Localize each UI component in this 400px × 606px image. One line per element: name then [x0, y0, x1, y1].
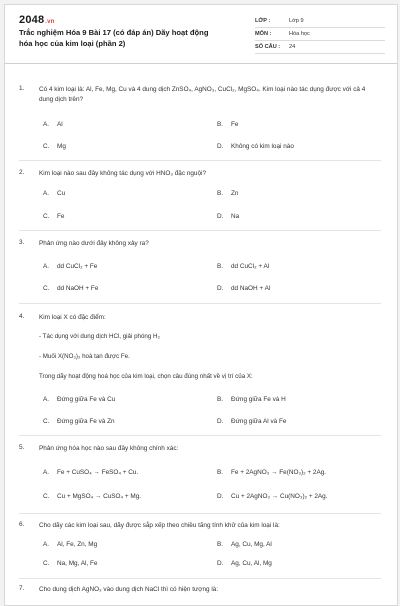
option[interactable] [217, 541, 272, 548]
option-text: Fe + CuSO₄ → FeSO₄ + Cu. [57, 469, 139, 476]
option-text: Đứng giữa Fe và Cu [57, 396, 116, 403]
divider [19, 578, 381, 579]
option-letter: C. [43, 285, 50, 292]
option[interactable] [43, 541, 97, 548]
logo-suffix: .vn [45, 19, 55, 25]
worksheet-header [5, 5, 397, 64]
question-note: Trong dãy hoạt động hoá học của kim loại, chọn câu đúng nhất về vị trí của X: [39, 373, 253, 380]
option-letter: A. [43, 121, 50, 128]
option-letter: A. [43, 190, 50, 197]
option-letter: C. [43, 143, 50, 150]
option-letter: D. [217, 213, 224, 220]
meta-table [255, 15, 385, 54]
option[interactable] [43, 396, 115, 403]
option[interactable] [43, 285, 98, 292]
option-text: Ag, Cu, Al, Mg [231, 560, 272, 567]
question-number: 7. [19, 585, 25, 592]
option[interactable] [43, 469, 138, 476]
option[interactable] [217, 121, 238, 128]
option-letter: D. [217, 560, 224, 567]
option[interactable] [43, 263, 97, 270]
option-letter: A. [43, 541, 50, 548]
option-text: Cu [57, 190, 66, 197]
option-letter: D. [217, 493, 224, 500]
question-stem: Phản ứng hóa học nào sau đây không chính xác: [39, 445, 179, 452]
divider [19, 303, 381, 304]
option-letter: A. [43, 396, 50, 403]
divider [19, 435, 381, 436]
option-text: Cu + 2AgNO₃ → Cu(NO₃)₂ + 2Ag. [231, 493, 328, 500]
option-text: Cu + MgSO₄ → CuSO₄ + Mg. [57, 493, 142, 500]
question-stem: Kim loại nào sau đây không tác dụng với HNO₃ đặc nguội? [39, 170, 207, 177]
question-number: 1. [19, 85, 25, 92]
option-text: Đứng giữa Al và Fe [231, 418, 287, 425]
option-letter: B. [217, 121, 224, 128]
option[interactable] [43, 143, 66, 150]
question-number: 2. [19, 169, 25, 176]
option[interactable] [217, 285, 270, 292]
option-letter: B. [217, 469, 224, 476]
meta-row-class [255, 15, 385, 28]
option[interactable] [217, 418, 286, 425]
option-text: Mg [57, 143, 66, 150]
option-letter: B. [217, 396, 224, 403]
option-letter: B. [217, 541, 224, 548]
option-text: dd NaOH + Al [231, 285, 271, 292]
option-text: Al [57, 121, 63, 128]
option[interactable] [217, 143, 294, 150]
option-letter: C. [43, 418, 50, 425]
meta-value: 24 [289, 44, 296, 50]
option-text: Zn [231, 190, 239, 197]
meta-value: Hóa học [289, 31, 310, 37]
option-letter: D. [217, 143, 224, 150]
meta-row-count [255, 41, 385, 54]
option[interactable] [43, 418, 115, 425]
option-letter: A. [43, 263, 50, 270]
meta-key: SỐ CÂU : [255, 44, 281, 50]
option[interactable] [217, 396, 286, 403]
question-stem: Có 4 kim loại là: Al, Fe, Mg, Cu và 4 dung dịch ZnSO₄, AgNO₃, CuCl₂, MgSO₄. Kim loại nào tác dụng được với cả 4 dung dịch trên? [39, 86, 366, 103]
option[interactable] [43, 190, 65, 197]
option-letter: A. [43, 469, 50, 476]
meta-key: LỚP : [255, 18, 271, 24]
option[interactable] [217, 493, 327, 500]
option-letter: C. [43, 560, 50, 567]
question-number: 6. [19, 521, 25, 528]
worksheet-page [4, 4, 398, 606]
divider [19, 230, 381, 231]
option[interactable] [43, 493, 141, 500]
option-letter: C. [43, 213, 50, 220]
option[interactable] [217, 190, 238, 197]
option-text: dd NaOH + Fe [57, 285, 99, 292]
divider [19, 513, 381, 514]
question-number: 3. [19, 239, 25, 246]
option-letter: D. [217, 285, 224, 292]
divider [19, 160, 381, 161]
question-stem: Cho dung dịch AgNO₃ vào dung dịch NaCl thì có hiện tượng là: [39, 586, 219, 593]
question-note: - Tác dụng với dung dịch HCl, giải phóng H₂ [39, 333, 160, 340]
option-text: Fe [231, 121, 239, 128]
meta-row-subject [255, 28, 385, 41]
option[interactable] [217, 263, 269, 270]
logo-text: 2048 [19, 14, 45, 26]
site-logo[interactable] [19, 14, 55, 26]
question-stem: Kim loại X có đặc điểm: [39, 314, 106, 321]
option-text: Fe [57, 213, 65, 220]
option-text: Al, Fe, Zn, Mg [57, 541, 98, 548]
option-text: dd CuCl₂ + Fe [57, 263, 98, 270]
option[interactable] [43, 213, 64, 220]
option-text: Ag, Cu, Mg, Al [231, 541, 272, 548]
option[interactable] [217, 469, 326, 476]
option[interactable] [43, 121, 63, 128]
option-text: Không có kim loại nào [231, 143, 294, 150]
question-stem: Phản ứng nào dưới đây không xảy ra? [39, 240, 149, 247]
option[interactable] [43, 560, 98, 567]
question-number: 5. [19, 444, 25, 451]
option-letter: B. [217, 263, 224, 270]
option-text: dd CuCl₂ + Al [231, 263, 270, 270]
option-text: Na [231, 213, 240, 220]
option[interactable] [217, 560, 272, 567]
meta-key: MÔN : [255, 31, 272, 37]
question-number: 4. [19, 313, 25, 320]
option-letter: D. [217, 418, 224, 425]
question-note: - Muối X(NO₃)₂ hoà tan được Fe. [39, 353, 130, 360]
option-letter: B. [217, 190, 224, 197]
option-text: Fe + 2AgNO₃ → Fe(NO₃)₂ + 2Ag. [231, 469, 327, 476]
question-stem: Cho dãy các kim loại sau, dãy được sắp xếp theo chiều tăng tính khử của kim loại là: [39, 522, 280, 529]
option-text: Đứng giữa Fe và H [231, 396, 286, 403]
page-title: Trắc nghiệm Hóa 9 Bài 17 (có đáp án) Dãy hoạt động hóa học của kim loại (phần 2) [19, 28, 209, 48]
meta-value: Lớp 9 [289, 18, 304, 24]
option-letter: C. [43, 493, 50, 500]
option[interactable] [217, 213, 239, 220]
option-text: Đứng giữa Fe và Zn [57, 418, 115, 425]
option-text: Na, Mg, Al, Fe [57, 560, 98, 567]
